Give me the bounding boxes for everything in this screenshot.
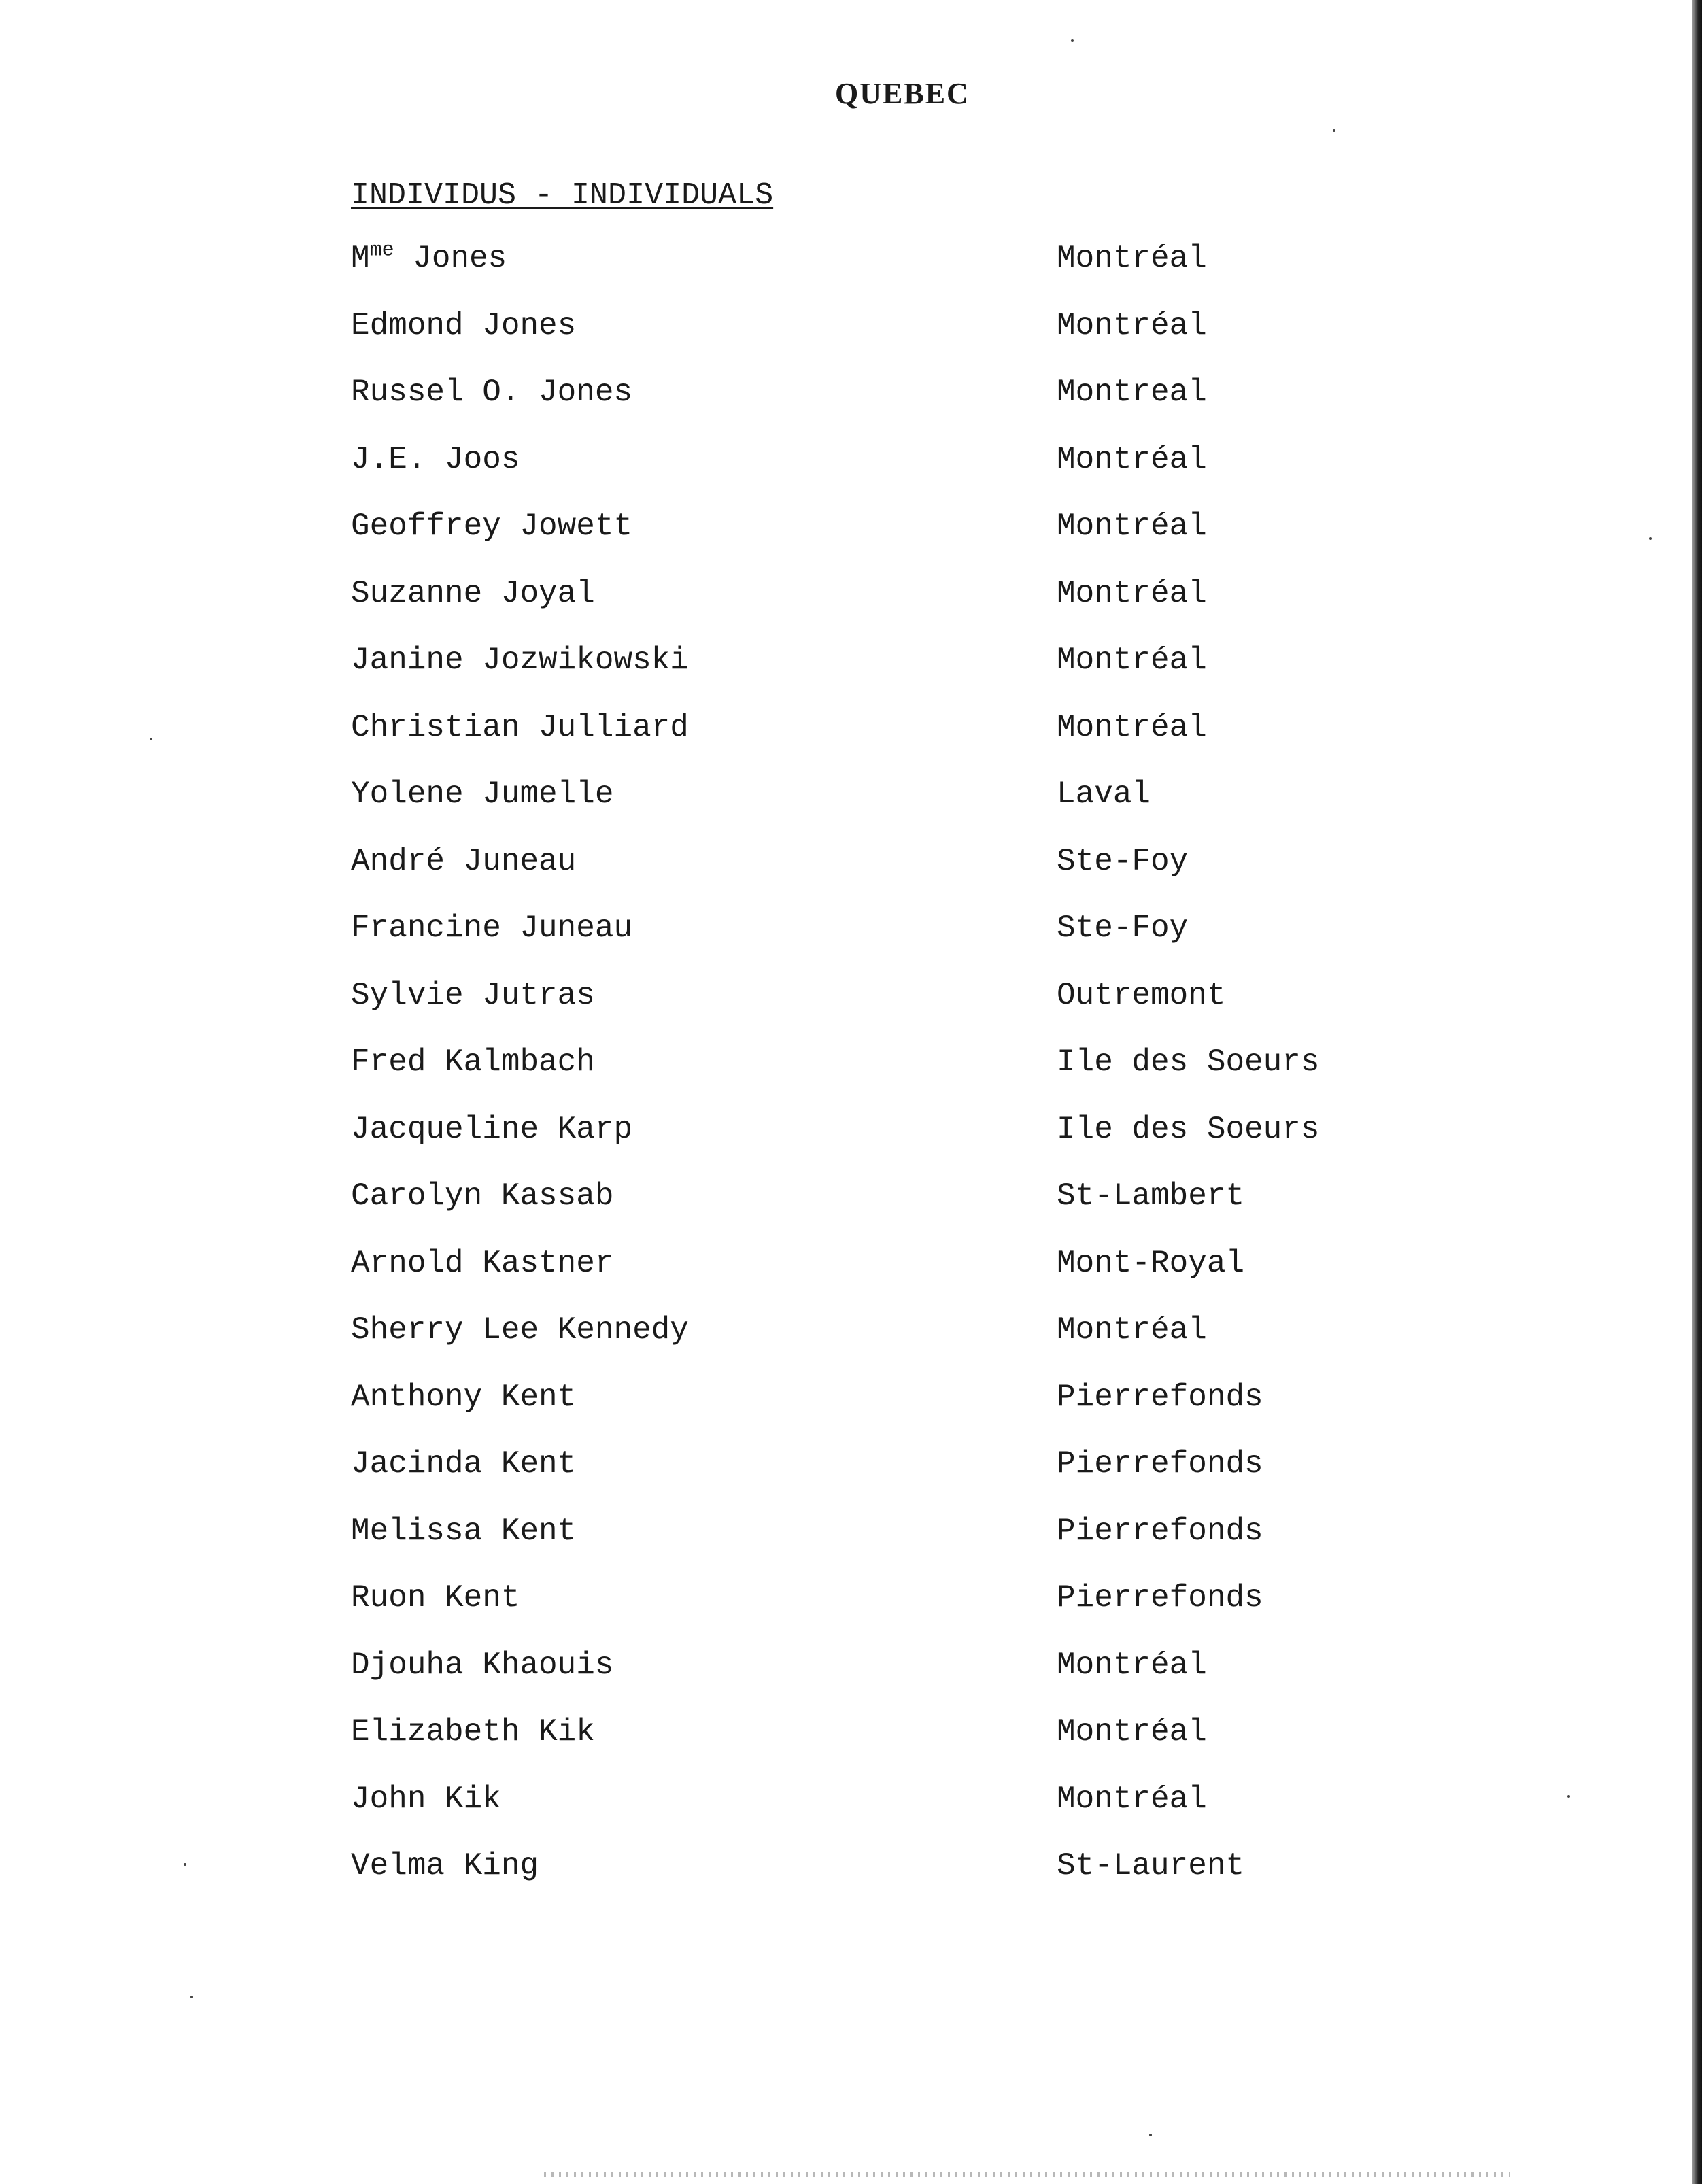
person-name: Fred Kalmbach	[351, 1044, 595, 1080]
person-city: Montréal	[1057, 441, 1207, 477]
scan-speck	[190, 1996, 193, 1998]
list-item	[345, 710, 1406, 777]
list-item	[345, 1580, 1406, 1648]
person-name: Jacqueline Karp	[351, 1111, 633, 1147]
person-name: John Kik	[351, 1781, 501, 1817]
person-city: Montréal	[1057, 307, 1207, 343]
person-name: Jacinda Kent	[351, 1446, 577, 1482]
scan-speck	[1567, 1795, 1570, 1798]
person-name: Yolene Jumelle	[351, 777, 614, 812]
person-name: Francine Juneau	[351, 910, 633, 946]
person-name: Anthony Kent	[351, 1379, 577, 1415]
page-edge-shadow	[1692, 0, 1702, 2184]
scan-speck	[1071, 39, 1074, 42]
list-item	[345, 576, 1406, 643]
person-city: Montréal	[1057, 1312, 1207, 1348]
list-item	[345, 442, 1406, 509]
list-item	[345, 1648, 1406, 1715]
person-name: Melissa Kent	[351, 1513, 577, 1549]
person-city: Ste-Foy	[1057, 910, 1189, 946]
person-city: Ile des Soeurs	[1057, 1111, 1320, 1147]
list-item	[345, 308, 1406, 375]
person-name: Russel O. Jones	[351, 375, 633, 410]
person-city: Montreal	[1057, 375, 1207, 410]
person-city: Pierrefonds	[1057, 1580, 1263, 1616]
person-name: Djouha Khaouis	[351, 1647, 614, 1683]
person-city: Montréal	[1057, 643, 1207, 678]
person-name: J.E. Joos	[351, 441, 520, 477]
section-heading: INDIVIDUS - INDIVIDUALS	[351, 178, 774, 213]
person-name: $M^{me}$ Jones	[351, 239, 507, 276]
list-item	[345, 1246, 1406, 1313]
person-city: Outremont	[1057, 977, 1226, 1013]
scan-speck	[184, 1863, 186, 1866]
person-city: Montréal	[1057, 509, 1207, 544]
list-item	[345, 1781, 1406, 1849]
scan-speck	[1149, 2134, 1152, 2136]
person-city: Montréal	[1057, 575, 1207, 611]
list-item	[345, 1044, 1406, 1112]
scan-noise	[544, 2172, 1510, 2177]
person-city: Mont-Royal	[1057, 1245, 1245, 1281]
scan-speck	[1649, 537, 1652, 540]
person-name: Sylvie Jutras	[351, 977, 595, 1013]
list-item	[345, 1112, 1406, 1179]
list-item	[345, 1380, 1406, 1447]
person-city: Ile des Soeurs	[1057, 1044, 1320, 1080]
person-city: St-Lambert	[1057, 1178, 1245, 1214]
list-item	[345, 978, 1406, 1045]
list-item	[345, 844, 1406, 911]
person-name: André Juneau	[351, 843, 577, 879]
list-item	[345, 375, 1406, 442]
person-name: Janine Jozwikowski	[351, 643, 689, 678]
list-item	[345, 1446, 1406, 1514]
person-name: Sherry Lee Kennedy	[351, 1312, 689, 1348]
list-item	[345, 1714, 1406, 1781]
list-item	[345, 910, 1406, 978]
person-city: Ste-Foy	[1057, 843, 1189, 879]
person-name: Velma King	[351, 1848, 539, 1883]
person-name: Elizabeth Kik	[351, 1714, 595, 1750]
list-item	[345, 1178, 1406, 1246]
person-city: Montréal	[1057, 241, 1207, 276]
person-city: Montréal	[1057, 1647, 1207, 1683]
person-name: Suzanne Joyal	[351, 575, 595, 611]
person-city: Montréal	[1057, 1781, 1207, 1817]
list-item	[345, 1514, 1406, 1581]
list-item	[345, 509, 1406, 576]
person-city: Pierrefonds	[1057, 1379, 1263, 1415]
page-title: QUEBEC	[835, 77, 970, 110]
scan-speck	[150, 738, 152, 740]
list-item	[345, 777, 1406, 844]
list-item	[345, 643, 1406, 710]
person-city: Montréal	[1057, 1714, 1207, 1750]
person-name: Christian Julliard	[351, 709, 689, 745]
person-name: Geoffrey Jowett	[351, 509, 633, 544]
person-name: Arnold Kastner	[351, 1245, 614, 1281]
list-item	[345, 1848, 1406, 1915]
scan-speck	[1333, 129, 1335, 132]
person-city: Pierrefonds	[1057, 1513, 1263, 1549]
individuals-list	[345, 241, 1406, 1915]
person-name: Edmond Jones	[351, 307, 577, 343]
person-city: Montréal	[1057, 709, 1207, 745]
person-name: Carolyn Kassab	[351, 1178, 614, 1214]
person-city: Laval	[1057, 777, 1151, 812]
list-item	[345, 241, 1406, 308]
person-city: St-Laurent	[1057, 1848, 1245, 1883]
list-item	[345, 1312, 1406, 1380]
person-name: Ruon Kent	[351, 1580, 520, 1616]
person-city: Pierrefonds	[1057, 1446, 1263, 1482]
